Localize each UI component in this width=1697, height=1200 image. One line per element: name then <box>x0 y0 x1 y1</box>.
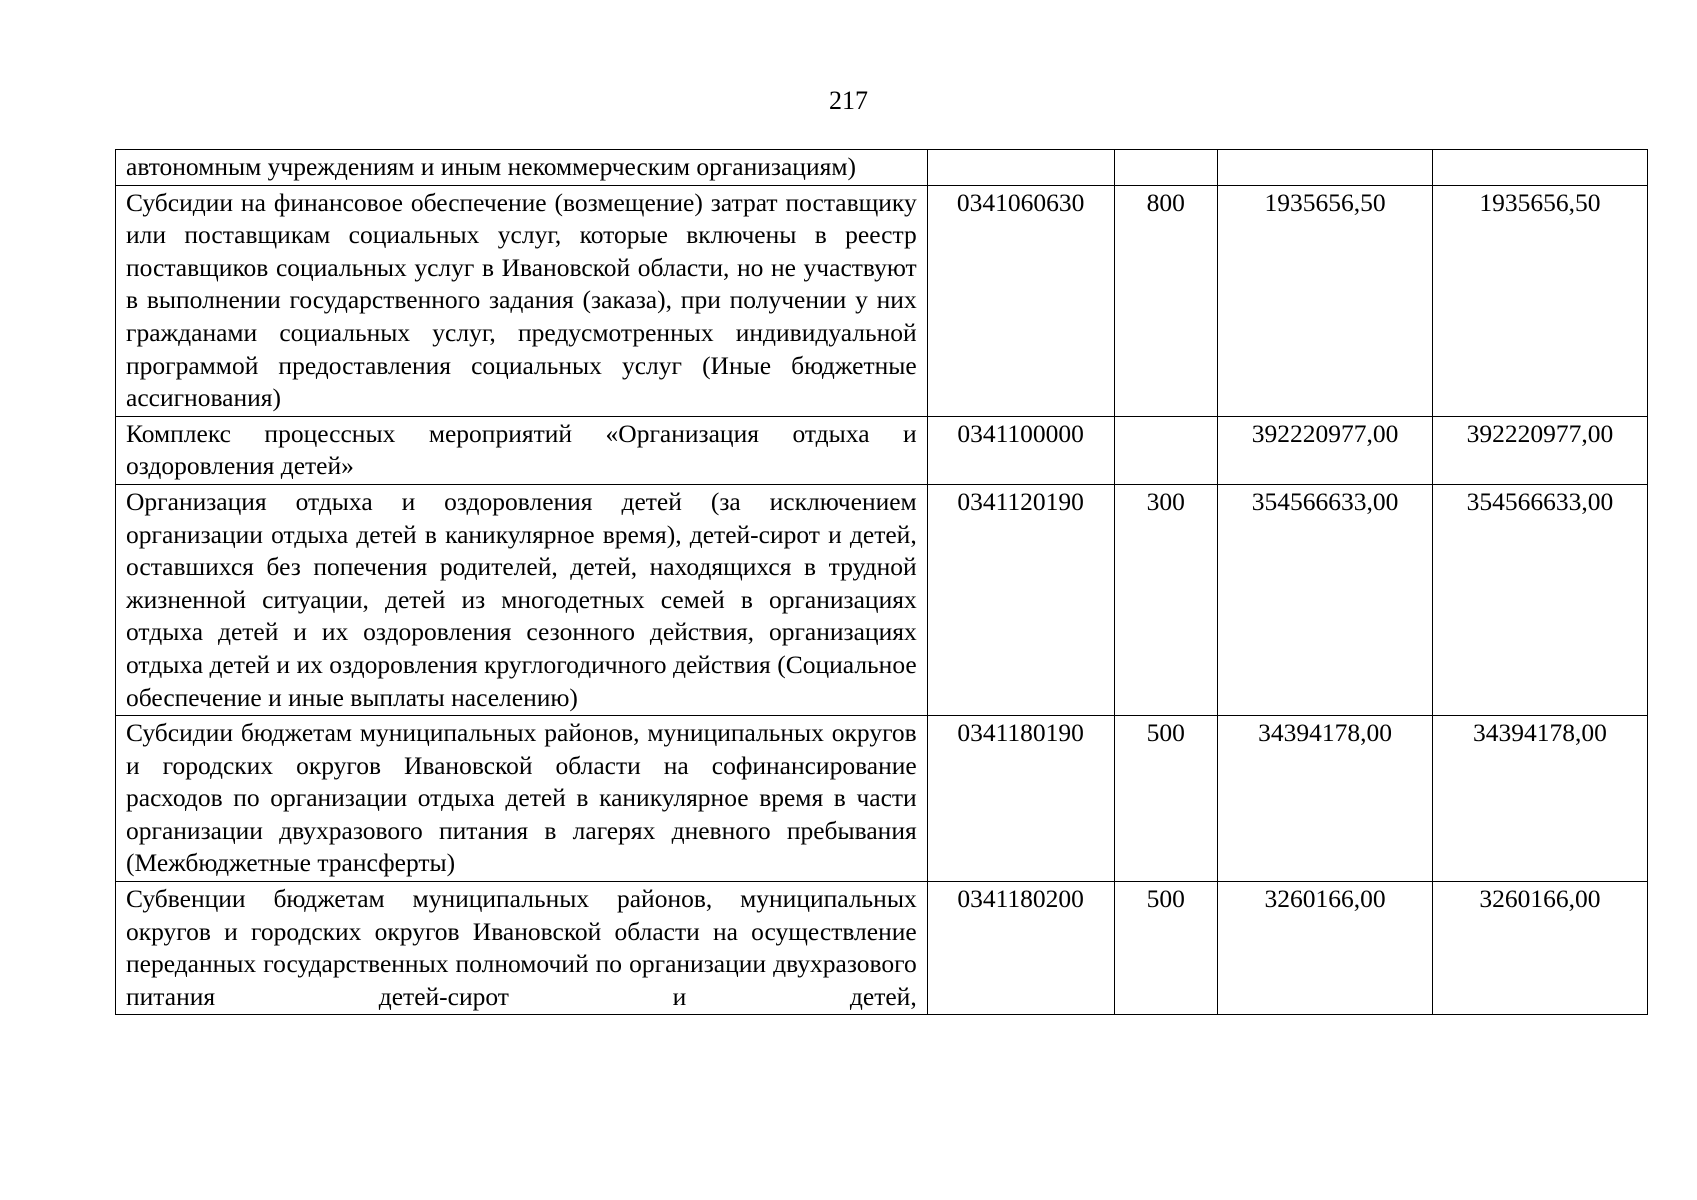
table-row <box>116 882 1648 1015</box>
row-type: 500 <box>1114 882 1217 1015</box>
row-description: Организация отдыха и оздоровления детей (за исключением организации отдыха детей в каникулярное время), детей-сирот и детей, оставшихся без попечения родителей, детей, находящихся в трудной жизненной ситуации, детей из многодетных семей в организациях отдыха детей и их оздоровления сезонного действия, организациях отдыха детей и их оздоровления круглогодичного действия (Социальное обеспечение и иные выплаты населению) <box>116 484 928 715</box>
row-code: 0341120190 <box>927 484 1114 715</box>
table-row <box>116 185 1648 416</box>
row-sum-2: 34394178,00 <box>1432 716 1647 882</box>
row-sum-2: 354566633,00 <box>1432 484 1647 715</box>
row-sum-2: 1935656,50 <box>1432 185 1647 416</box>
row-sum-2: 3260166,00 <box>1432 882 1647 1015</box>
row-code: 0341180200 <box>927 882 1114 1015</box>
row-type: 500 <box>1114 716 1217 882</box>
row-sum-1 <box>1218 150 1433 186</box>
row-sum-1: 1935656,50 <box>1218 185 1433 416</box>
row-code <box>927 150 1114 186</box>
table-row <box>116 150 1648 186</box>
row-type: 300 <box>1114 484 1217 715</box>
row-type <box>1114 416 1217 484</box>
row-code: 0341100000 <box>927 416 1114 484</box>
row-sum-1: 354566633,00 <box>1218 484 1433 715</box>
row-description: Субсидии на финансовое обеспечение (возмещение) затрат поставщику или поставщикам социальных услуг, которые включены в реестр поставщиков социальных услуг в Ивановской области, но не участвуют в выполнении государственного задания (заказа), при получении у них гражданами социальных услуг, предусмотренных индивидуальной программой предоставления социальных услуг (Иные бюджетные ассигнования) <box>116 185 928 416</box>
row-type <box>1114 150 1217 186</box>
row-type: 800 <box>1114 185 1217 416</box>
row-description: автономным учреждениям и иным некоммерческим организациям) <box>116 150 928 186</box>
row-sum-1: 3260166,00 <box>1218 882 1433 1015</box>
row-description: Комплекс процессных мероприятий «Организация отдыха и оздоровления детей» <box>116 416 928 484</box>
row-sum-2 <box>1432 150 1647 186</box>
page-number: 217 <box>829 86 868 115</box>
table-row <box>116 416 1648 484</box>
row-sum-2: 392220977,00 <box>1432 416 1647 484</box>
row-sum-1: 392220977,00 <box>1218 416 1433 484</box>
row-description: Субвенции бюджетам муниципальных районов, муниципальных округов и городских округов Ивановской области на осуществление переданных государственных полномочий по организации двухразового питания детей-сирот и детей, <box>116 882 928 1015</box>
budget-table <box>115 149 1648 1015</box>
row-sum-1: 34394178,00 <box>1218 716 1433 882</box>
row-code: 0341180190 <box>927 716 1114 882</box>
table-row <box>116 484 1648 715</box>
row-description: Субсидии бюджетам муниципальных районов, муниципальных округов и городских округов Ивановской области на софинансирование расходов по организации отдыха детей в каникулярное время в части организации двухразового питания в лагерях дневного пребывания (Межбюджетные трансферты) <box>116 716 928 882</box>
table-row <box>116 716 1648 882</box>
row-code: 0341060630 <box>927 185 1114 416</box>
